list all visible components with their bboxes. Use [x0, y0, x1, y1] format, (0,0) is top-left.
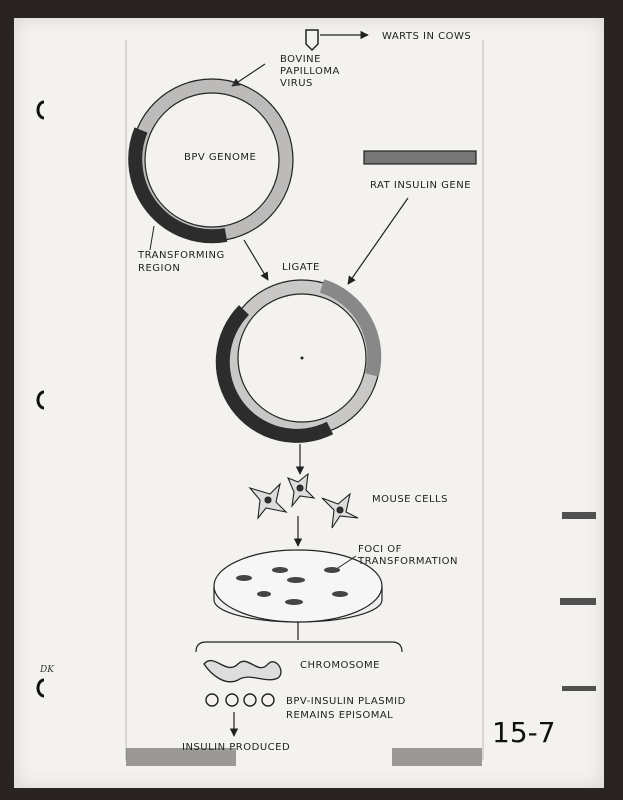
label-insulin-produced: INSULIN PRODUCED [182, 742, 291, 753]
label-plasmid-1: BPV-INSULIN PLASMID [286, 696, 406, 707]
label-bovine-1: BOVINE [280, 54, 321, 65]
label-bovine-3: VIRUS [280, 78, 313, 89]
label-bovine-2: PAPILLOMA [280, 66, 340, 77]
label-transforming-2: REGION [138, 263, 181, 274]
label-mouse-cells: MOUSE CELLS [372, 494, 448, 505]
label-bpv-genome: BPV GENOME [184, 152, 257, 163]
bracket [196, 642, 402, 652]
label-foci-2: TRANSFORMATION [358, 556, 458, 567]
label-foci-1: FOCI OF [358, 544, 402, 555]
label-chromosome: CHROMOSOME [300, 660, 380, 671]
label-rat-insulin-gene: RAT INSULIN GENE [370, 180, 472, 191]
label-warts: WARTS IN COWS [382, 31, 472, 42]
label-plasmid-2: REMAINS EPISOMAL [286, 710, 394, 721]
mouse-cells [250, 474, 358, 528]
episomal-plasmids [206, 694, 274, 706]
binder-holes [38, 102, 44, 696]
rat-insulin-gene-bar [364, 151, 476, 164]
arrow-gene-to-ligate [348, 198, 408, 284]
label-ligate: LIGATE [282, 262, 320, 273]
label-transforming-1: TRANSFORMING [138, 250, 225, 261]
petri-dish [214, 550, 382, 622]
arrow-genome-to-ligate [244, 240, 268, 280]
virus-icon [306, 30, 318, 50]
margin-note: DK [40, 665, 54, 675]
pointer-transforming [150, 226, 154, 250]
page-number: 15-7 [492, 716, 556, 749]
recombinant-plasmid-ring [223, 280, 380, 436]
chromosome-squiggle [204, 661, 281, 682]
